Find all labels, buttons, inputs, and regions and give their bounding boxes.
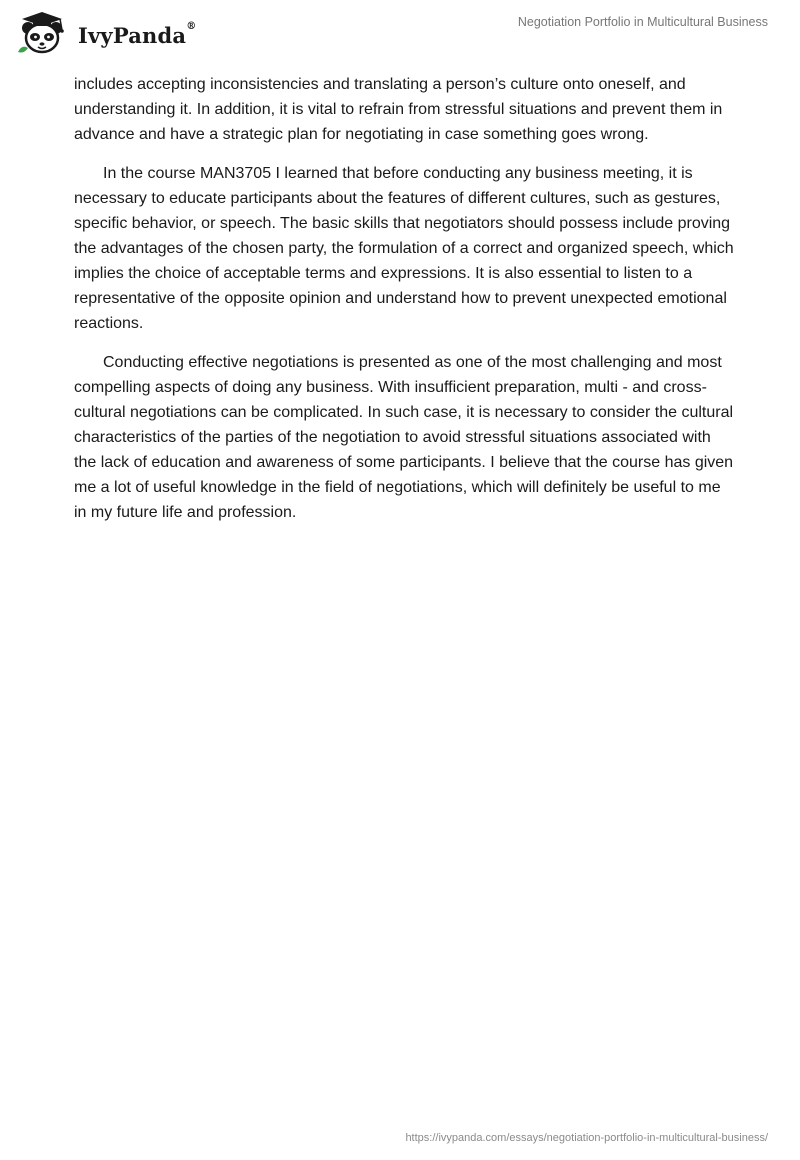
paragraph-2: In the course MAN3705 I learned that before conducting any business meeting, it is necessary to educate participants about the features of different cultures, such as gestures, specific behavior, or speech. The basic skills that negotiators should possess include proving the advantages of the chosen party, the formulation of a correct and organized speech, which implies the choice of acceptable terms and expressions. It is also essential to listen to a representative of the opposite opinion and understand how to prevent unexpected emotional reactions.	[74, 165, 734, 332]
essay-body	[74, 72, 734, 539]
source-url[interactable]: https://ivypanda.com/essays/negotiation-portfolio-in-multicultural-business/	[405, 1132, 768, 1144]
panda-graduation-cap-icon	[16, 8, 74, 56]
registered-mark: ®	[186, 20, 197, 32]
brand-logo[interactable]	[16, 8, 196, 56]
brand-name: IvyPanda®	[78, 20, 197, 48]
paragraph-3: Conducting effective negotiations is presented as one of the most challenging and most compelling aspects of doing any business. With insufficient preparation, multi - and cross-cultural negotiations can be complicated. In such case, it is necessary to consider the cultural characteristics of the parties of the negotiation to avoid stressful situations associated with the lack of education and awareness of some participants. I believe that the course has given me a lot of useful knowledge in the field of negotiations, which will definitely be useful to me in my future life and profession.	[74, 354, 734, 521]
document-title: Negotiation Portfolio in Multicultural Business	[517, 15, 768, 29]
paragraph-1: includes accepting inconsistencies and translating a person’s culture onto oneself, and understanding it. In addition, it is vital to refrain from stressful situations and prevent them in advance and have a strategic plan for negotiating in case something goes wrong.	[74, 76, 723, 143]
page-header	[0, 0, 800, 70]
